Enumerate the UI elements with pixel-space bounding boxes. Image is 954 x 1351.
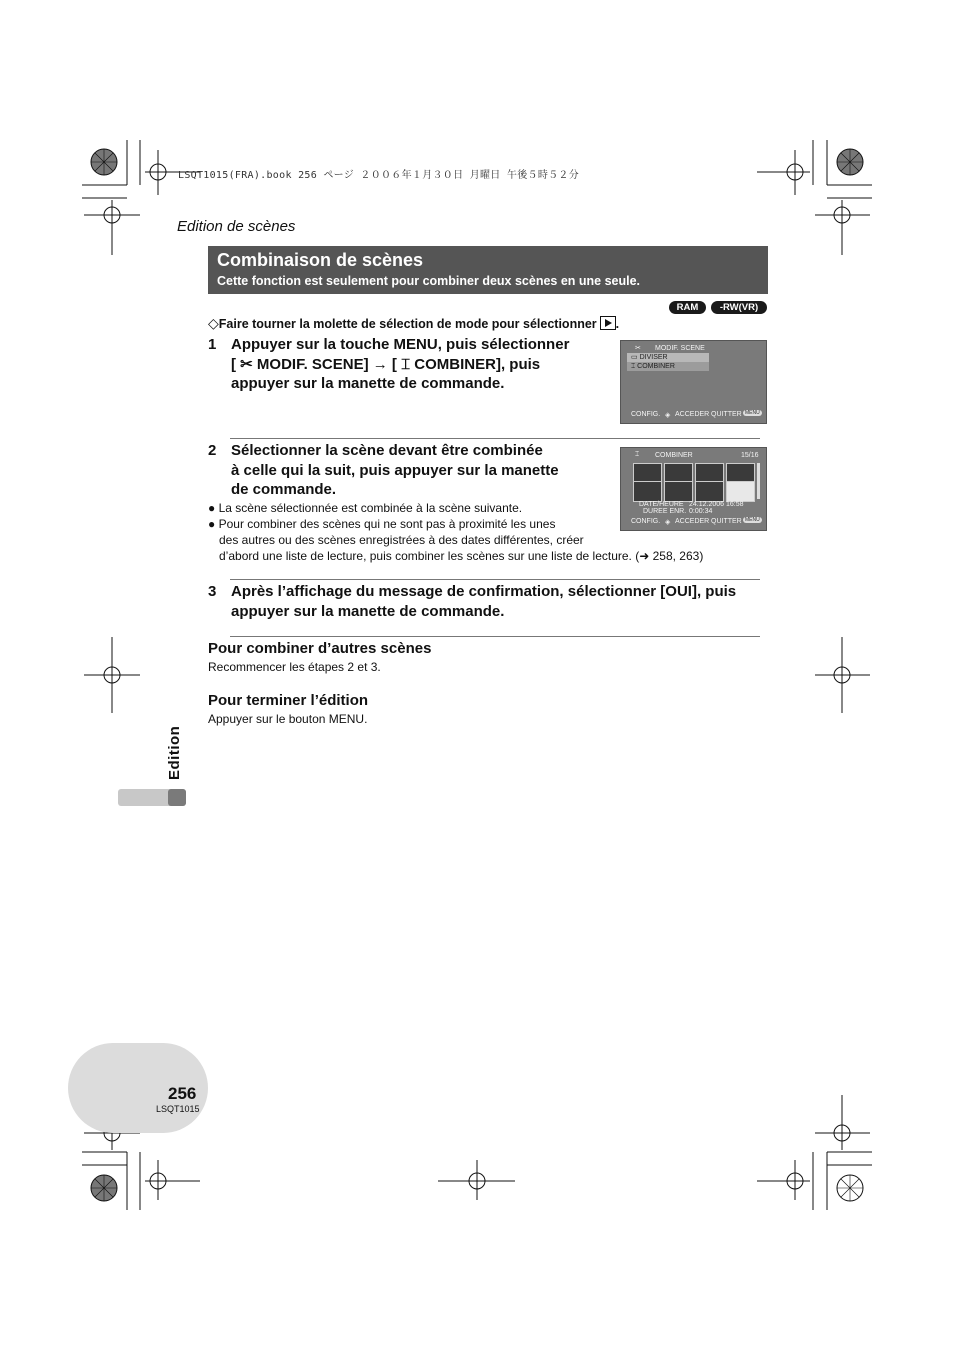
scrollbar	[757, 463, 760, 499]
bullet-dot-icon: ●	[208, 501, 216, 515]
more-scenes-heading: Pour combiner d’autres scènes	[208, 640, 432, 657]
finish-heading: Pour terminer l’édition	[208, 692, 369, 709]
divider-1	[230, 438, 760, 439]
more-scenes-text: Recommencer les étapes 2 et 3.	[208, 660, 381, 674]
scene-thumbnail	[633, 481, 662, 502]
screen-combiner: ⌶ COMBINER 15/16 DATE/HEURE 24.12.2006 16:58 DUREE ENR. 0:00:34 CONFIG. ◈ ACCEDER QUITTER MENU	[620, 447, 767, 531]
joystick-icon: ◈	[665, 519, 671, 526]
menu-item-diviser: ▭ DIVISER	[627, 353, 709, 362]
play-mode-icon	[600, 316, 616, 330]
bullet-2: ● Pour combiner des scènes qui ne sont pas à proximité les unes des autres ou des scènes enregistrées à des dates différentes, créer d’abord une liste de lecture, puis combiner les scènes sur une liste de lecture. (➜ 258, 263)	[208, 517, 704, 563]
step-1-number: 1	[208, 336, 217, 353]
combine-icon: ⌶	[401, 355, 411, 373]
side-tab-marker	[168, 789, 186, 806]
finish-text: Appuyer sur le bouton MENU.	[208, 712, 368, 726]
print-header: LSQT1015(FRA).book 256 ページ ２００６年１月３０日 月曜日 午後５時５２分	[178, 170, 580, 181]
scene-thumbnail-selected	[726, 481, 755, 502]
diamond-icon: ◇	[208, 315, 219, 331]
badge-rw-vr: -RW(VR)	[711, 301, 767, 314]
step-3-number: 3	[208, 583, 217, 600]
divider-3	[230, 636, 760, 637]
page-code: LSQT1015	[156, 1104, 200, 1114]
title-box	[208, 246, 768, 294]
page-subtitle: Cette fonction est seulement pour combiner deux scènes en une seule.	[217, 274, 641, 288]
combine-icon: ⌶	[635, 451, 640, 458]
scissors-icon: ✂	[240, 355, 253, 373]
scene-thumbnail	[695, 481, 724, 502]
section-title: Edition de scènes	[177, 218, 296, 235]
page-number: 256	[168, 1084, 197, 1103]
scene-thumbnail	[664, 481, 693, 502]
bullet-1: ● La scène sélectionnée est combinée à la scène suivante.	[208, 501, 523, 515]
preliminary-instruction: ◇Faire tourner la molette de sélection de mode pour sélectionner .	[208, 315, 620, 331]
step-1-text: Appuyer sur la touche MENU, puis sélectionner [ ✂ MODIF. SCENE] → [ ⌶ COMBINER], puis appuyer sur la manette de commande.	[231, 336, 570, 392]
badge-ram: RAM	[669, 301, 706, 314]
step-3-text: Après l’affichage du message de confirmation, sélectionner [OUI], puis appuyer sur la manette de commande.	[231, 583, 737, 620]
bullet-dot-icon: ●	[208, 517, 216, 531]
joystick-icon: ◈	[665, 412, 671, 419]
divider-2	[230, 579, 760, 580]
page-title: Combinaison de scènes	[217, 250, 424, 270]
step-2-text: Sélectionner la scène devant être combinée à celle qui la suit, puis appuyer sur la manette de commande.	[231, 442, 559, 498]
step-2-number: 2	[208, 442, 217, 459]
scissors-icon: ✂	[635, 345, 641, 352]
screen-modif-scene: ✂ MODIF. SCENE ▭ DIVISER ⌶ COMBINER CONFIG. ◈ ACCEDER QUITTER MENU	[620, 340, 767, 424]
menu-item-combiner: ⌶ COMBINER	[627, 362, 709, 371]
side-chapter-label: Edition	[166, 725, 183, 780]
